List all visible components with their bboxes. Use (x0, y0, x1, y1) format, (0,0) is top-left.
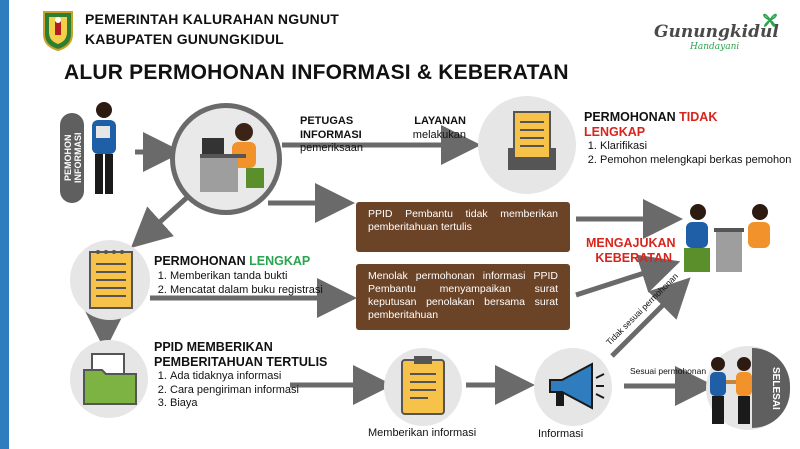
document-stack-icon (500, 108, 560, 178)
brand-logo-text: Gunungkidul (654, 22, 779, 42)
tidak-lengkap-title-b: TIDAK LENGKAP (584, 110, 718, 139)
header-line-1: PEMERINTAH KALURAHAN NGUNUT (85, 11, 340, 27)
handshake-icon (706, 354, 756, 426)
header-line-2: KABUPATEN GUNUNGKIDUL (85, 31, 284, 47)
tidak-lengkap-title (584, 110, 754, 140)
informasi-label: Informasi (538, 428, 584, 440)
megaphone-icon (542, 356, 606, 416)
tidak-lengkap-item: 2. Pemohon melengkapi berkas pemohon (600, 154, 796, 168)
tidak-lengkap-list (584, 140, 796, 167)
ppid-title: PPID MEMBERIKAN PEMBERITAHUAN TERTULIS (154, 340, 328, 369)
ppid-item: 1. Ada tidaknya informasi (170, 370, 370, 384)
petugas-bold: PETUGAS LAYANAN INFORMASI (300, 115, 466, 141)
tidak-lengkap-title-a: PERMOHONAN (584, 110, 680, 124)
keberatan-label (586, 236, 676, 266)
pemohon-label: PEMOHON INFORMASI (63, 132, 83, 184)
lengkap-item: 1. Memberikan tanda bukti (170, 270, 370, 284)
lengkap-item: 2. Mencatat dalam buku registrasi (170, 284, 370, 298)
petugas-text (300, 115, 466, 156)
rejection-box: Menolak permohonan informasi PPID Pembantu menyampaikan surat keputusan penolakan bersama surat pemberitahuan (356, 264, 570, 330)
ppid-item: 3. Biaya (170, 397, 370, 411)
petugas-rest: melakukan pemeriksaan (300, 128, 466, 154)
tidak-sesuai-label: Tidak sesuai permohonan (604, 271, 681, 348)
tidak-lengkap-item: 1. Klarifikasi (600, 140, 796, 154)
brand-logo-subtext: Handayani (690, 42, 740, 52)
lengkap-title-a: PERMOHONAN (154, 254, 250, 268)
selesai-label: SELESAI (770, 366, 781, 410)
keberatan-text: MENGAJUKAN KEBERATAN (586, 236, 676, 265)
lengkap-title-b: LENGKAP (249, 254, 311, 268)
folder-icon (82, 348, 140, 408)
no-notification-box: PPID Pembantu tidak memberikan pemberitahuan tertulis (356, 202, 570, 252)
notepad-icon (86, 246, 136, 312)
lengkap-list (154, 270, 370, 297)
pemohon-person-icon (84, 100, 124, 200)
lengkap-title (154, 254, 310, 269)
memberikan-label: Memberikan informasi (368, 427, 477, 439)
sesuai-label: Sesuai permohonan (630, 366, 707, 376)
keberatan-meeting-icon (676, 200, 780, 282)
ppid-item: 2. Cara pengiriman informasi (170, 384, 370, 398)
clipboard-icon (398, 354, 448, 418)
ppid-list (154, 370, 370, 411)
petugas-worker-icon (192, 118, 272, 198)
page-title: ALUR PERMOHONAN INFORMASI & KEBERATAN (64, 61, 569, 84)
